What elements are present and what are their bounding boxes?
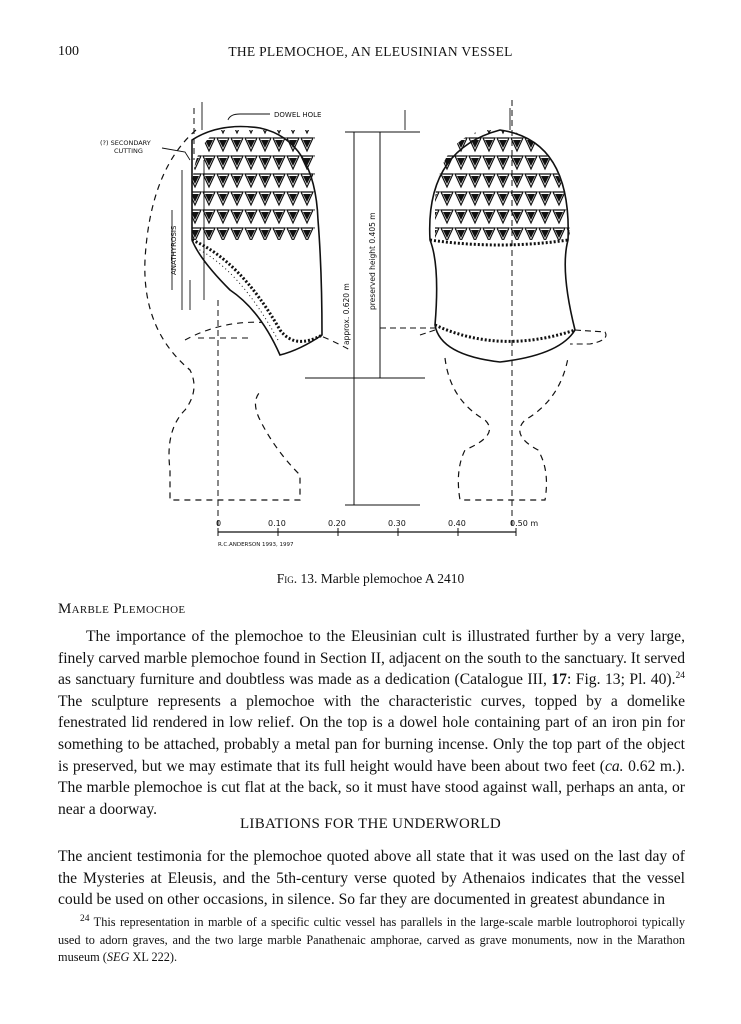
secondary-cutting-label-line2: CUTTING <box>114 147 143 155</box>
paragraph1-part1: The importance of the plemochoe to the Eleusinian cult is illustrated further by a very large, finely carved marble plemochoe found in Section II, adjacent on the south to the sanctuary. It served as sanctuary furniture and doubtless was made as a dedication (Catalogue III, <box>58 628 685 689</box>
draftsman-credit: R.C.ANDERSON 1993, 1997 <box>218 542 294 548</box>
scale-tick-040: 0.40 <box>448 519 466 528</box>
secondary-cutting-label-line1: (?) SECONDARY <box>100 139 151 147</box>
seg-abbrev: SEG <box>106 950 130 964</box>
preserved-height-label: preserved height 0.405 m <box>368 212 377 310</box>
paragraph1-part3: The sculpture represents a plemochoe with the characteristic curves, topped by a domelike fenestrated lid rendered in low relief. On the top is a dowel hole containing part of an iron pin for something to be attached, probably a metal pan for burning incense. Only the top part of the object is preserved, but we may estimate that its full height would have been about two feet ( <box>58 692 685 775</box>
scale-tick-0: 0 <box>216 519 222 528</box>
scale-tick-030: 0.30 <box>388 519 406 528</box>
scale-tick-020: 0.20 <box>328 519 346 528</box>
plemochoe-illustration <box>90 100 650 560</box>
catalogue-ref: 17 <box>551 671 567 689</box>
footnote <box>58 914 685 967</box>
approx-height-label: approx. 0.620 m <box>342 283 351 345</box>
footnote-part2: XL 222). <box>129 950 178 964</box>
figure-label: Fig. 13. <box>276 571 318 586</box>
dowel-hole-label: DOWEL HOLE <box>274 111 322 119</box>
footnote-number: 24 <box>80 913 90 924</box>
paragraph1-part4: 0.62 m.). The marble plemochoe is cut flat at the back, so it must have stood against wall, perhaps an anta, or near a doorway. <box>58 757 685 818</box>
scale-bar <box>218 528 516 536</box>
figure-caption <box>0 571 741 587</box>
anathyrosis-label: ANATHYROSIS <box>170 225 178 275</box>
section-heading-2: LIBATIONS FOR THE UNDERWORLD <box>239 816 502 832</box>
body-paragraph-2: The ancient testimonia for the plemochoe quoted above all state that it was used on the last day of the Mysteries at Eleusis, and the 5th-century verse quoted by Athenaios indicates that the vessel could be used on other occasions, in silence. So far they are documented in greatest abundance in <box>58 848 685 909</box>
section-heading: Marble Plemochoe <box>58 601 186 617</box>
ca-abbrev: ca. <box>604 757 624 775</box>
paragraph1-part2: : Fig. 13; Pl. 40). <box>566 671 676 689</box>
body-paragraph-1 <box>58 626 685 820</box>
page-header <box>58 44 683 64</box>
scale-tick-050: 0.50 m <box>510 519 539 528</box>
scale-tick-010: 0.10 <box>268 519 286 528</box>
figure-caption-text: Marble plemochoe A 2410 <box>320 571 465 586</box>
left-view-section <box>145 108 350 500</box>
footnote-ref[interactable]: 24 <box>675 671 685 681</box>
right-view-front <box>380 100 606 530</box>
footnote-part1: This representation in marble of a specific cultic vessel has parallels in the large-scale marble loutrophoroi typically used to adorn graves, and the two large marble Panathenaic amphorae, carved as grave monuments, now in the Marathon museum ( <box>58 915 685 964</box>
page-number: 100 <box>58 44 79 59</box>
figure-plemochoe-drawing <box>90 100 650 560</box>
running-title: THE PLEMOCHOE, AN ELEUSINIAN VESSEL <box>228 44 513 59</box>
